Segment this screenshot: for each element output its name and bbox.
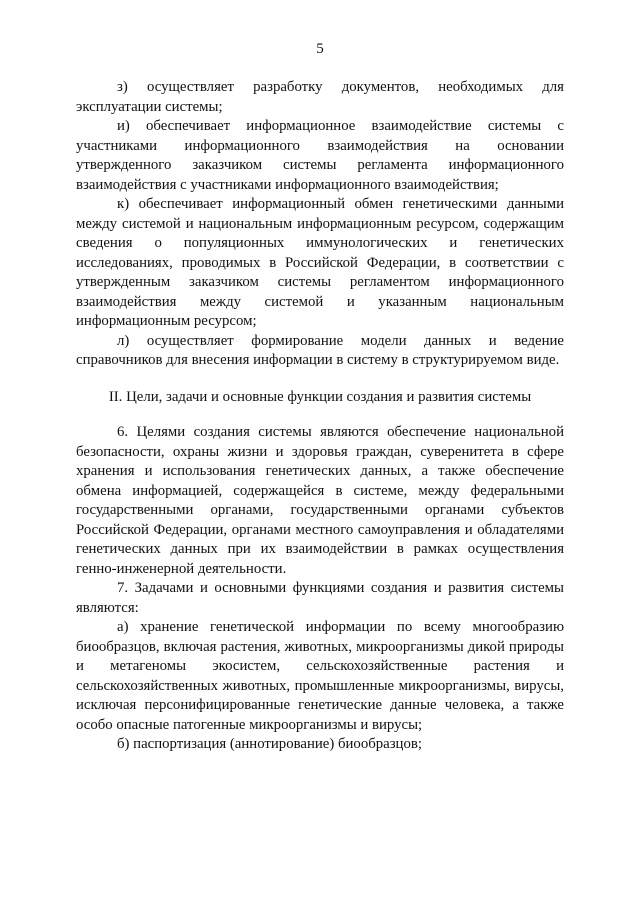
paragraph-k: к) обеспечивает информационный обмен генетическими данными между системой и национальным информационным ресурсом, содержащим сведения о популяционных иммунологических и генетических исследованиях, проводимых в Российской Федерации, в соответствии с утвержденным заказчиком системы регламентом информационного взаимодействия между системой и указанным национальным информационным ресурсом; bbox=[76, 196, 564, 329]
paragraph-6: 6. Целями создания системы являются обеспечение национальной безопасности, охраны жизни и здоровья граждан, суверенитета в сфере хранения и использования генетических данных, а также обеспечение обмена информацией, содержащейся в системе, между федеральными государственными органами, государственными органами субъектов Российской Федерации, органами местного самоуправления и обладателями генетических данных при их взаимодействии в рамках осуществления генно-инженерной деятельности. bbox=[76, 424, 564, 577]
page-number: 5 bbox=[316, 41, 324, 57]
paragraph-z: з) осуществляет разработку документов, необходимых для эксплуатации системы; bbox=[76, 79, 564, 115]
paragraph-i: и) обеспечивает информационное взаимодействие системы с участниками информационного взаимодействия на основании утвержденного заказчиком системы регламента информационного взаимодействия с участниками информационного взаимодействия; bbox=[76, 118, 564, 193]
paragraph-a: а) хранение генетической информации по всему многообразию биообразцов, включая растения, животных, микроорганизмы дикой природы и метагеномы экосистем, сельскохозяйственные растения и сельскохозяйственных животных, промышленные микроорганизмы, вирусы, исключая персонифицированные генетические данные человека, а также особо опасные патогенные микроорганизмы и вирусы; bbox=[76, 619, 564, 733]
document-body bbox=[76, 78, 564, 755]
section-heading: II. Цели, задачи и основные функции создания и развития системы bbox=[108, 388, 532, 405]
paragraph-l: л) осуществляет формирование модели данных и ведение справочников для внесения информации в систему в структурируемом виде. bbox=[76, 332, 564, 368]
paragraph-7: 7. Задачами и основными функциями создания и развития системы являются: bbox=[76, 580, 564, 616]
paragraph-b: б) паспортизация (аннотирование) биообразцов; bbox=[117, 736, 422, 752]
